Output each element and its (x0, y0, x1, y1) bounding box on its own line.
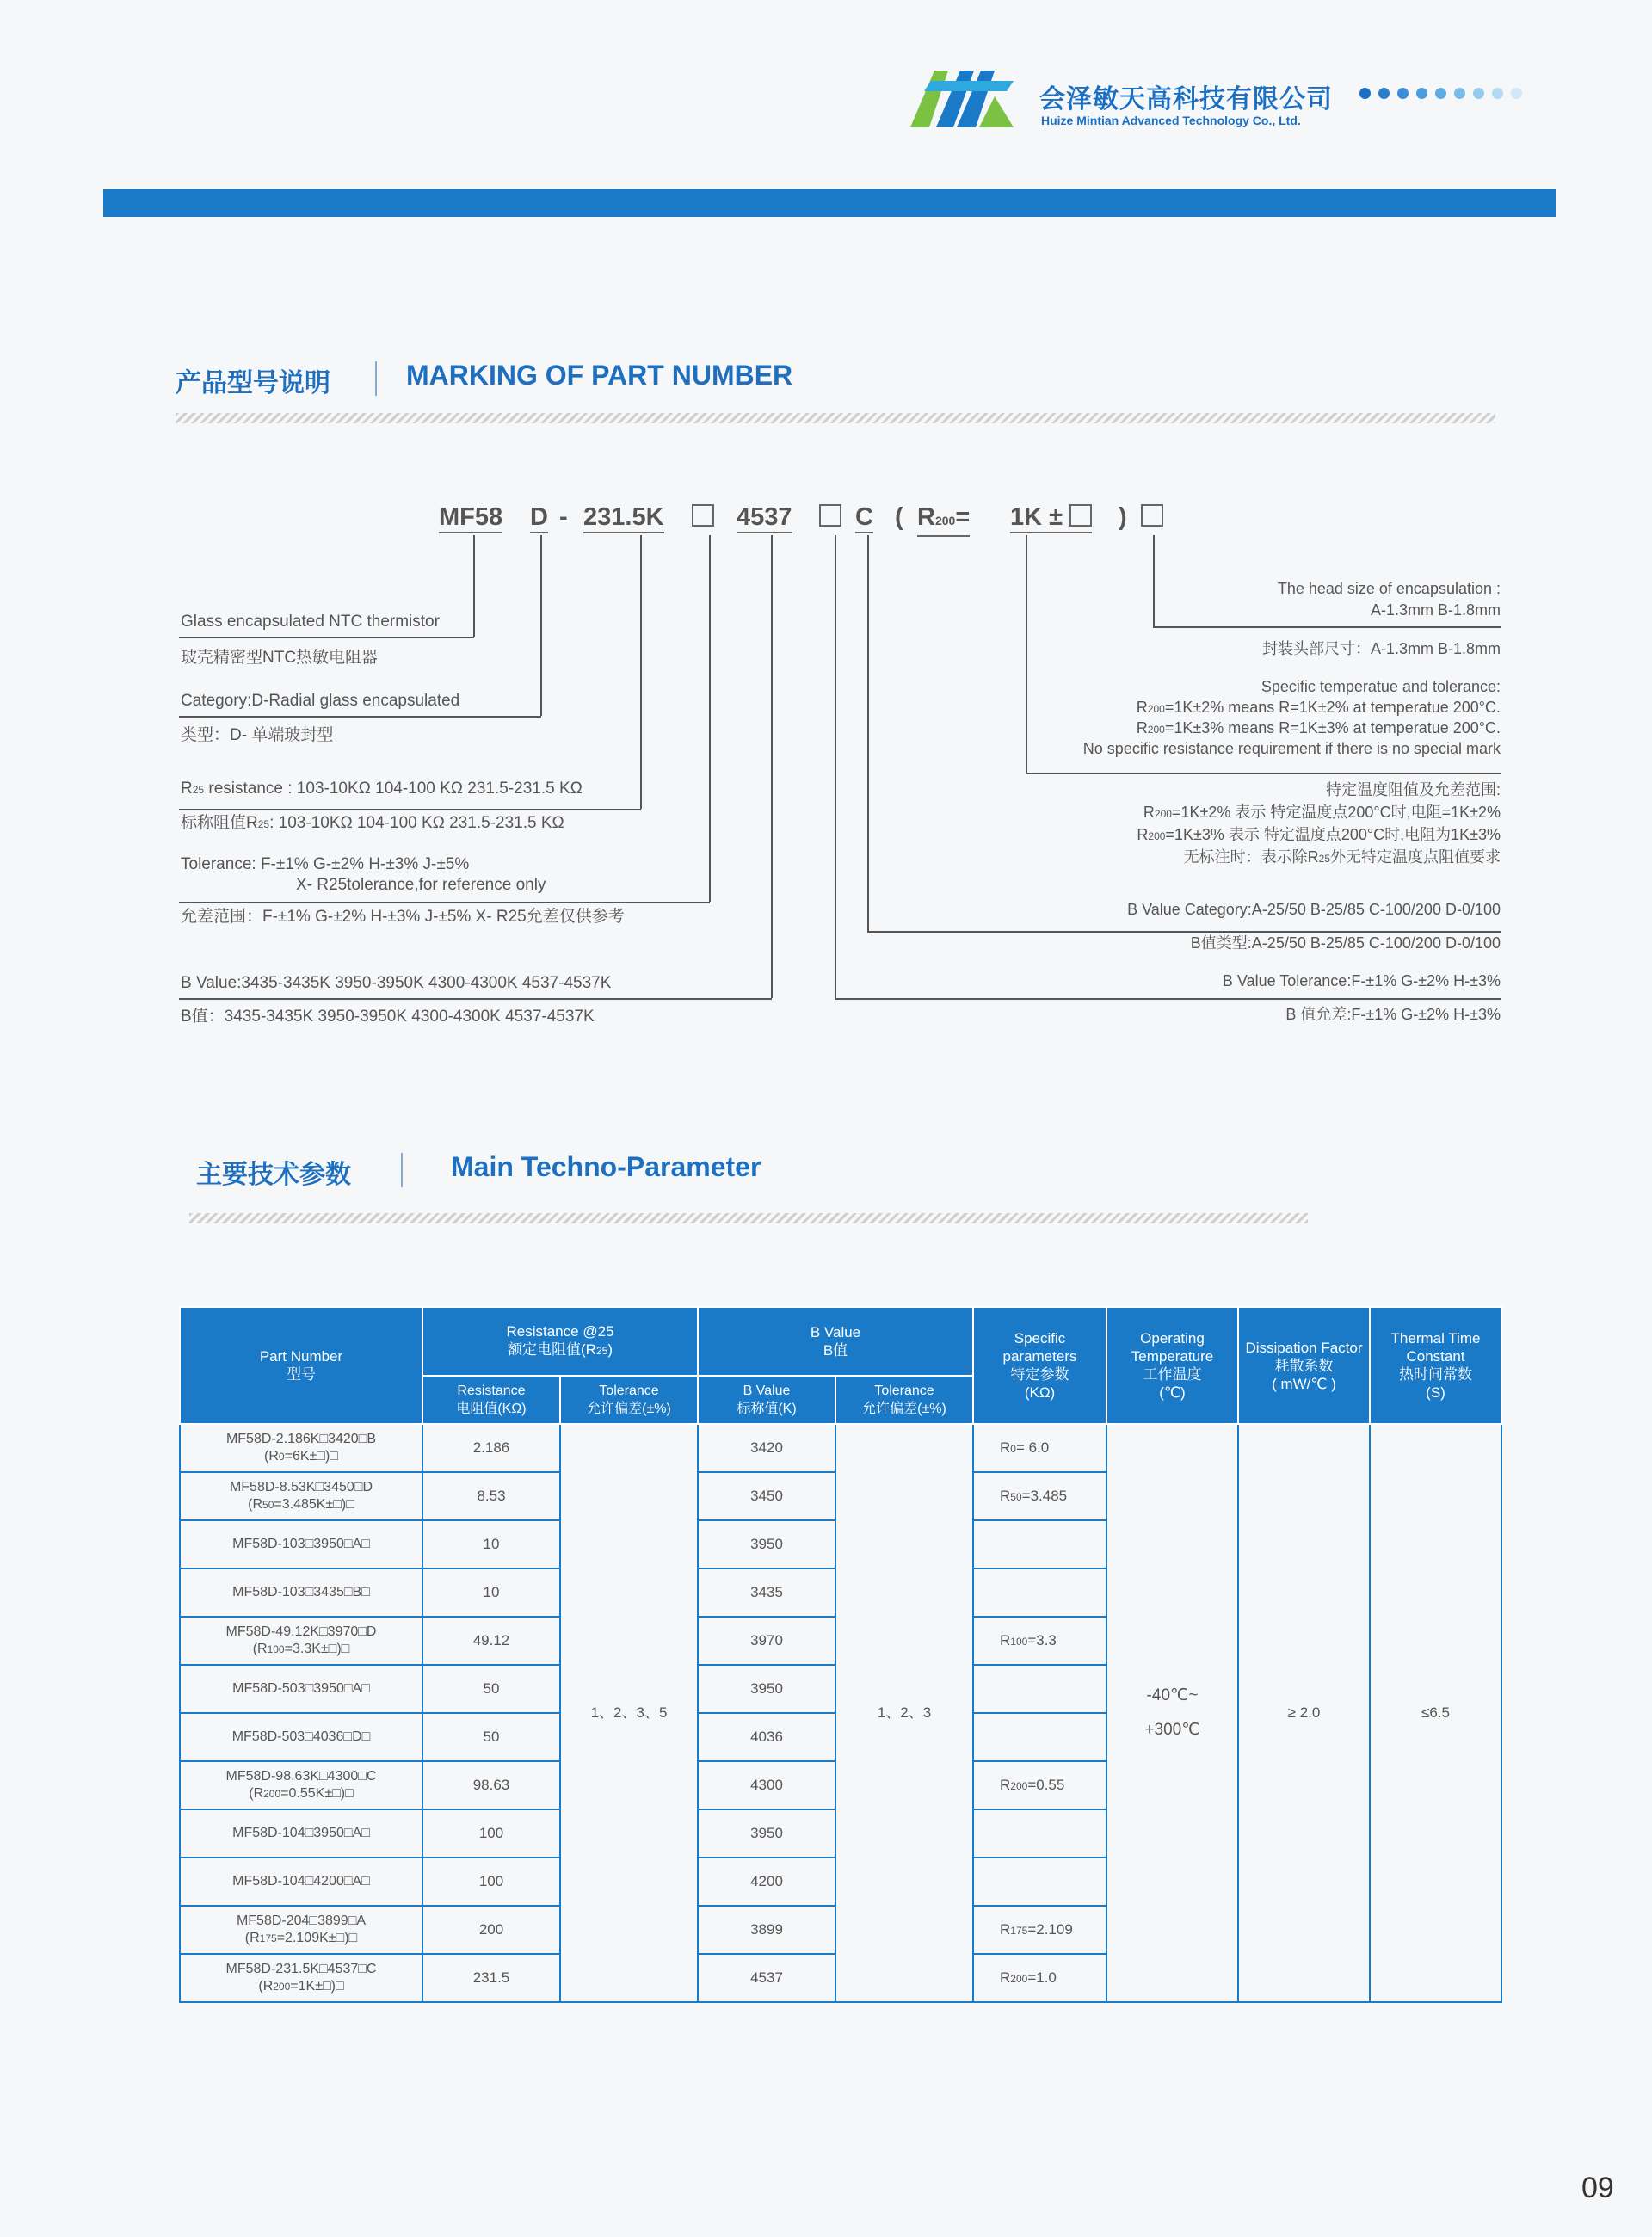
leader-category-v (540, 535, 542, 716)
cell-specific (973, 1809, 1106, 1858)
leader-series-v (473, 535, 475, 637)
th-res-cn-post: ) (607, 1341, 613, 1358)
code-paren-close: ) (1119, 503, 1127, 531)
th-tol-cn: 允许偏差(±%) (587, 1402, 671, 1416)
cell-operating-temp (1106, 1424, 1238, 2002)
part-number-sub-index: 200 (263, 1788, 281, 1800)
code-series: MF58 (439, 502, 502, 533)
label-resistance-cn-text: : 103-10KΩ 104-100 KΩ 231.5-231.5 KΩ (269, 814, 564, 832)
part-number-main: MF58D-204□3899□A (236, 1913, 367, 1928)
label-spec-cn-b-text: =1K±2% 表示 特定温度点200°C时,电阻=1K±2% (1171, 804, 1501, 821)
label-bvalue-cn: B值：3435-3435K 3950-3950K 4300-4300K 4537-4537K (181, 1008, 595, 1026)
cell-bvalue: 4200 (698, 1858, 835, 1906)
th-op-en: Operating Temperature (1131, 1330, 1214, 1365)
specific-pre: R (1000, 1487, 1011, 1504)
cell-part-number (180, 1424, 422, 1472)
th-resistance (422, 1307, 698, 1376)
cell-bvalue: 3970 (698, 1617, 835, 1665)
leader-resistance-v (640, 535, 642, 809)
label-resistance-cn-pre: 标称阻值R (181, 814, 258, 832)
part-number-sub-index: 0 (278, 1451, 285, 1463)
dot-3 (1397, 88, 1409, 99)
leader-bvalue-v (771, 535, 773, 998)
label-spec-cn-c (1137, 824, 1501, 847)
part-number-sub-post: =0.55K±□)□ (280, 1786, 354, 1801)
dot-4 (1416, 88, 1427, 99)
th-btol (835, 1376, 973, 1424)
code-rsub: 200 (934, 514, 956, 527)
label-spec-en-b-text: =1K±2% means R=1K±2% at temperatue 200°C. (1164, 699, 1501, 716)
cell-specific (973, 1424, 1106, 1472)
cell-resistance: 10 (422, 1520, 560, 1568)
cell-dissipation: ≥ 2.0 (1238, 1424, 1370, 2002)
cell-specific (973, 1665, 1106, 1713)
th-operating (1106, 1307, 1238, 1424)
th-bv-en: B Value (743, 1383, 791, 1398)
title-divider-2 (401, 1153, 403, 1187)
part-number-sub-post: =3.3K±□)□ (284, 1642, 350, 1656)
op-temp-low: -40℃~ (1146, 1686, 1199, 1704)
cell-part-number (180, 1665, 422, 1713)
part-number-main: MF58D-98.63K□4300□C (225, 1769, 377, 1784)
cell-bvalue: 3950 (698, 1520, 835, 1568)
code-bvalue: 4537 (737, 502, 792, 533)
th-bvalue (698, 1307, 973, 1376)
label-tolerance-en-a: Tolerance: F-±1% G-±2% H-±3% J-±5% (181, 855, 470, 873)
part-number-sub-post: =6K±□)□ (284, 1449, 338, 1464)
cell-resistance: 98.63 (422, 1761, 560, 1809)
leader-category-h (179, 716, 541, 718)
op-temp-high: +300℃ (1144, 1721, 1200, 1739)
cell-b-tolerance: 1、2、3 (835, 1424, 973, 2002)
cell-resistance: 231.5 (422, 1954, 560, 2002)
specific-sub: 175 (1010, 1924, 1028, 1937)
part-number-sub-index: 100 (267, 1643, 285, 1655)
th-bv (698, 1376, 835, 1424)
cell-time-constant: ≤6.5 (1370, 1424, 1501, 2002)
decorative-dots (1359, 88, 1522, 99)
th-dis-cn: 耗散系数 (1274, 1357, 1334, 1374)
th-part-en: Part Number (259, 1348, 343, 1365)
cell-specific (973, 1568, 1106, 1617)
th-bval-en: B Value (810, 1324, 861, 1340)
specific-sub: 0 (1010, 1442, 1016, 1455)
part-number-main: MF58D-49.12K□3970□D (225, 1624, 377, 1639)
cell-part-number (180, 1858, 422, 1906)
specific-pre: R (1000, 1920, 1011, 1938)
part-number-main: MF58D-103□3950□A□ (232, 1537, 370, 1551)
label-spec-cn-b (1143, 802, 1501, 824)
page-number: 09 (1581, 2172, 1614, 2204)
cell-resistance: 10 (422, 1568, 560, 1617)
th-res-cn-pre: 额定电阻值(R (508, 1341, 596, 1358)
hatch-divider-2 (189, 1213, 1308, 1223)
cell-resistance: 100 (422, 1858, 560, 1906)
cell-bvalue: 3899 (698, 1906, 835, 1954)
specific-pre: R (1000, 1439, 1011, 1456)
label-spec-en-d: No specific resistance requirement if there is no special mark (1082, 740, 1501, 757)
cell-bvalue: 4036 (698, 1713, 835, 1761)
cell-bvalue: 4300 (698, 1761, 835, 1809)
code-rsym: R (917, 503, 935, 531)
label-btol-en: B Value Tolerance:F-±1% G-±2% H-±3% (1222, 972, 1501, 989)
label-spec-en-b-pre: R (1136, 699, 1148, 716)
th-tol-en: Tolerance (599, 1383, 659, 1398)
cell-specific (973, 1954, 1106, 2002)
th-btol-en: Tolerance (874, 1383, 934, 1398)
part-number-main: MF58D-8.53K□3450□D (229, 1480, 373, 1494)
hatch-divider (176, 413, 1495, 423)
th-r-en: Resistance (457, 1383, 526, 1398)
cell-part-number (180, 1520, 422, 1568)
dot-1 (1359, 88, 1371, 99)
cell-specific (973, 1617, 1106, 1665)
th-ttc-cn: 热时间常数 (1399, 1366, 1472, 1383)
label-tolerance-cn: 允差范围：F-±1% G-±2% H-±3% J-±5% X- R25允差仅供参考 (181, 908, 625, 926)
th-bval-cn: B值 (823, 1342, 848, 1359)
cell-part-number (180, 1761, 422, 1809)
th-btol-cn: 允许偏差(±%) (862, 1402, 946, 1416)
cell-resistance: 200 (422, 1906, 560, 1954)
cell-resistance: 2.186 (422, 1424, 560, 1472)
part-number-sub-pre: (R (258, 1979, 274, 1994)
code-bcat: C (855, 502, 873, 533)
leader-bvalue-h (179, 998, 772, 1000)
part-number-main: MF58D-104□3950□A□ (232, 1826, 370, 1840)
leader-btol-v (835, 535, 836, 998)
specific-post: =3.3 (1027, 1631, 1057, 1648)
part-number-main: MF58D-104□4200□A□ (232, 1874, 370, 1889)
specific-sub: 50 (1010, 1490, 1022, 1503)
label-category-cn: 类型：D- 单端玻封型 (181, 726, 334, 744)
dot-7 (1473, 88, 1484, 99)
cell-part-number (180, 1568, 422, 1617)
th-part-number (180, 1307, 422, 1424)
label-bcat-en: B Value Category:A-25/50 B-25/85 C-100/200 D-0/100 (1127, 901, 1501, 918)
part-number-sub-pre: (R (252, 1642, 268, 1656)
specific-sub: 200 (1010, 1779, 1028, 1792)
label-resistance-en-r: R (181, 780, 193, 798)
label-spec-en-c-sub: 200 (1147, 724, 1165, 736)
label-resistance-cn-sub: 25 (257, 818, 270, 830)
leader-rspec-v (1026, 535, 1027, 773)
th-op-unit: (℃) (1159, 1384, 1186, 1401)
leader-series-h (179, 637, 474, 638)
label-resistance-en-sub: 25 (192, 784, 205, 796)
cell-bvalue: 3950 (698, 1809, 835, 1858)
specific-post: =1.0 (1027, 1969, 1057, 1986)
company-name-cn: 会泽敏天高科技有限公司 (1039, 85, 1333, 114)
specific-post: =2.109 (1027, 1920, 1073, 1938)
company-name-en: Huize Mintian Advanced Technology Co., Ltd. (1041, 114, 1301, 127)
cell-bvalue: 3420 (698, 1424, 835, 1472)
cell-part-number (180, 1954, 422, 2002)
part-number-sub-index: 175 (259, 1932, 277, 1944)
cell-part-number (180, 1809, 422, 1858)
part-number-main: MF58D-2.186K□3420□B (225, 1432, 377, 1446)
specific-pre: R (1000, 1969, 1011, 1986)
th-part-cn: 型号 (287, 1366, 316, 1383)
part-number-sub-pre: (R (264, 1449, 279, 1464)
specific-post: =0.55 (1027, 1776, 1065, 1793)
cell-bvalue: 4537 (698, 1954, 835, 2002)
label-spec-en-b (1137, 697, 1501, 719)
cell-part-number (180, 1713, 422, 1761)
label-bcat-cn: B值类型:A-25/50 B-25/85 C-100/200 D-0/100 (1190, 934, 1501, 952)
label-btol-cn: B 值允差:F-±1% G-±2% H-±3% (1285, 1006, 1501, 1023)
code-resistance: 231.5K (583, 502, 664, 533)
part-number-sub-index: 200 (273, 1981, 291, 1993)
dot-8 (1492, 88, 1503, 99)
cell-specific (973, 1520, 1106, 1568)
code-rval (1010, 502, 1092, 533)
th-dissipation (1238, 1307, 1370, 1424)
code-box-tolerance (692, 502, 714, 532)
label-spec-cn-a: 特定温度阻值及允差范围: (1326, 781, 1501, 798)
th-specific (973, 1307, 1106, 1424)
label-resistance-en (181, 779, 583, 800)
part-number-sub-pre: (R (248, 1497, 263, 1512)
code-paren-open: ( (895, 503, 903, 531)
label-spec-cn-d-sub: 25 (1318, 853, 1330, 865)
part-number-sub-post: =2.109K±□)□ (276, 1931, 358, 1945)
label-head-en-a: The head size of encapsulation : (1277, 580, 1501, 597)
th-ttc-unit: (S) (1426, 1384, 1446, 1401)
code-category: D (530, 502, 548, 533)
cell-resistance: 50 (422, 1665, 560, 1713)
params-title-cn: 主要技术参数 (196, 1161, 351, 1189)
th-dis-en: Dissipation Factor (1245, 1339, 1363, 1356)
label-spec-cn-c-pre: R (1137, 826, 1149, 843)
part-number-sub-post: =1K±□)□ (290, 1979, 344, 1994)
part-number-main: MF58D-231.5K□4537□C (225, 1962, 377, 1976)
marking-title-cn: 产品型号说明 (176, 369, 330, 397)
leader-tolerance-h (179, 902, 710, 903)
part-number-main: MF58D-503□3950□A□ (232, 1681, 370, 1696)
th-bv-cn: 标称值(K) (737, 1402, 797, 1416)
cell-specific (973, 1906, 1106, 1954)
part-number-sub-pre: (R (249, 1786, 264, 1801)
cell-part-number (180, 1617, 422, 1665)
leader-rspec-h (1026, 773, 1501, 774)
specific-post: =3.485 (1021, 1487, 1068, 1504)
th-r-cn: 电阻值(KΩ) (456, 1402, 527, 1416)
title-divider (375, 361, 377, 396)
code-dash: - (559, 503, 568, 531)
th-spec-en: Specific parameters (1002, 1330, 1077, 1365)
table-row (180, 1424, 1501, 1472)
cell-part-number (180, 1472, 422, 1520)
parameter-table (179, 1306, 1502, 2003)
cell-bvalue: 3450 (698, 1472, 835, 1520)
label-head-cn: 封装头部尺寸：A-1.3mm B-1.8mm (1261, 640, 1501, 657)
leader-bcat-v (867, 535, 869, 931)
dot-9 (1511, 88, 1522, 99)
th-dis-unit: ( mW/℃ ) (1272, 1375, 1336, 1392)
label-resistance-cn (181, 813, 564, 835)
specific-pre: R (1000, 1776, 1011, 1793)
th-r (422, 1376, 560, 1424)
label-head-en-b: A-1.3mm B-1.8mm (1370, 601, 1501, 619)
label-spec-cn-d-pre: 无标注时：表示除R (1183, 848, 1319, 866)
cell-bvalue: 3435 (698, 1568, 835, 1617)
label-spec-en-c (1137, 718, 1501, 740)
label-spec-cn-c-text: =1K±3% 表示 特定温度点200°C时,电阻为1K±3% (1165, 826, 1501, 843)
dot-6 (1454, 88, 1465, 99)
header-bar (103, 189, 1556, 217)
label-glass-en: Glass encapsulated NTC thermistor (181, 613, 440, 631)
cell-specific (973, 1472, 1106, 1520)
th-tol (560, 1376, 698, 1424)
label-spec-cn-d (1184, 847, 1501, 869)
th-thermal (1370, 1307, 1501, 1424)
specific-sub: 200 (1010, 1972, 1028, 1985)
part-number-main: MF58D-503□4036□D□ (231, 1729, 371, 1744)
label-spec-cn-c-sub: 200 (1148, 830, 1166, 842)
cell-resistance: 100 (422, 1809, 560, 1858)
params-title-en: Main Techno-Parameter (451, 1151, 761, 1182)
code-box-btol (819, 502, 841, 532)
part-number-main: MF58D-103□3435□B□ (232, 1585, 370, 1599)
th-spec-cn: 特定参数 (1010, 1366, 1069, 1383)
label-bvalue-en: B Value:3435-3435K 3950-3950K 4300-4300K 4537-4537K (181, 974, 612, 992)
code-rval-text: 1K ± (1010, 503, 1063, 531)
cell-res-tolerance: 1、2、3、5 (560, 1424, 698, 2002)
marking-title-en: MARKING OF PART NUMBER (406, 360, 793, 391)
th-op-cn: 工作温度 (1143, 1366, 1202, 1383)
label-spec-en-c-text: =1K±3% means R=1K±3% at temperatue 200°C. (1164, 719, 1501, 736)
leader-btol-h (835, 998, 1501, 1000)
label-spec-en-b-sub: 200 (1147, 703, 1165, 715)
leader-tolerance-v (709, 535, 711, 902)
th-spec-unit: (KΩ) (1024, 1384, 1056, 1401)
cell-specific (973, 1713, 1106, 1761)
table-header-row (180, 1307, 1501, 1376)
cell-specific (973, 1761, 1106, 1809)
label-category-en: Category:D-Radial glass encapsulated (181, 692, 460, 710)
code-eq: = (955, 503, 971, 531)
th-ttc-en: Thermal Time Constant (1390, 1330, 1481, 1365)
th-res-en: Resistance @25 (506, 1323, 614, 1340)
label-spec-cn-b-sub: 200 (1154, 808, 1172, 820)
specific-pre: R (1000, 1631, 1011, 1648)
dot-2 (1378, 88, 1390, 99)
label-spec-en-c-pre: R (1136, 719, 1148, 736)
label-spec-cn-b-pre: R (1143, 804, 1155, 821)
cell-bvalue: 3950 (698, 1665, 835, 1713)
leader-head-v (1153, 535, 1155, 626)
leader-resistance-h (179, 809, 641, 810)
label-tolerance-en-b: X- R25tolerance,for reference only (296, 876, 546, 894)
label-resistance-en-text: resistance : 103-10KΩ 104-100 KΩ 231.5-231.5 KΩ (204, 780, 583, 798)
part-number-sub-index: 50 (262, 1499, 274, 1511)
dot-5 (1435, 88, 1446, 99)
leader-head-h (1153, 626, 1501, 628)
th-res-cn-sub: 25 (595, 1345, 608, 1357)
part-number-sub-post: =3.485K±□)□ (274, 1497, 354, 1512)
cell-specific (973, 1858, 1106, 1906)
label-glass-cn: 玻壳精密型NTC热敏电阻器 (181, 649, 379, 667)
table-body (180, 1424, 1501, 2002)
label-spec-en-a: Specific temperatue and tolerance: (1261, 678, 1501, 695)
cell-resistance: 8.53 (422, 1472, 560, 1520)
company-logo (910, 62, 1014, 127)
label-spec-cn-d-text: 外无特定温度点阻值要求 (1330, 848, 1501, 866)
specific-sub: 100 (1010, 1635, 1028, 1648)
cell-resistance: 49.12 (422, 1617, 560, 1665)
specific-post: = 6.0 (1015, 1439, 1050, 1456)
code-rspec (917, 502, 970, 537)
cell-resistance: 50 (422, 1713, 560, 1761)
code-box-head (1141, 502, 1163, 532)
cell-part-number (180, 1906, 422, 1954)
part-number-sub-pre: (R (244, 1931, 260, 1945)
